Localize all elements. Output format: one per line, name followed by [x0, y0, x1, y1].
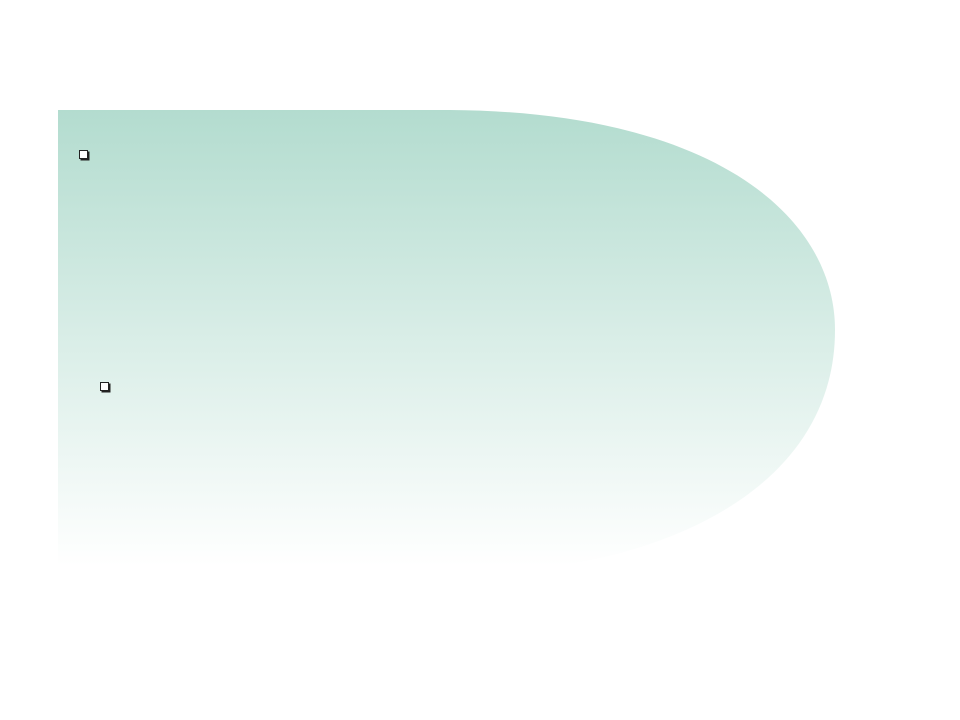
bullet-line: [76, 141, 716, 171]
square-bullet-icon: [79, 150, 88, 159]
bullet-point-2: [97, 373, 797, 403]
bullet-point-1: [76, 141, 716, 171]
square-bullet-icon: [100, 382, 109, 391]
bullet-line: [97, 373, 797, 403]
